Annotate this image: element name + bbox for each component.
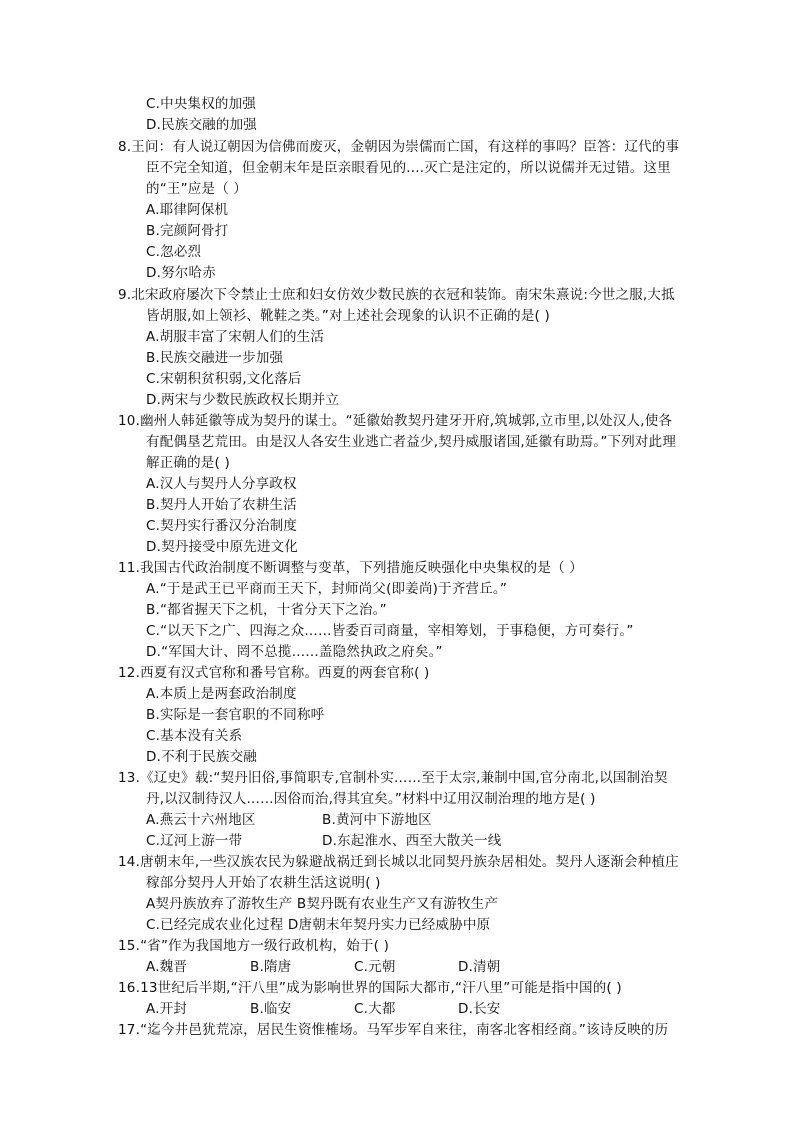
options-15 (0, 957, 794, 978)
option-9d: D.两宋与少数民族政权长期并立 (146, 392, 340, 408)
option-16c: C.大都 (354, 1001, 396, 1017)
question-14-line-1: 14.唐朝末年,一些汉族农民为躲避战祸迁到长城以北同契丹族杂居相处。契丹人逐渐会种植庄 (118, 854, 679, 870)
question-13-line-2: 丹,以汉制待汉人……因俗而治,得其宜矣。”材料中辽用汉制治理的地方是( ) (146, 791, 596, 807)
question-8-line-3: 的“王”应是（ ） (146, 181, 248, 197)
option-12b: B.实际是一套官职的不同称呼 (146, 707, 325, 723)
question-10-line-2: 有配偶垦艺荒田。由是汉人各安生业逃亡者益少,契丹威服诸国,延徽有助焉。”下列对此理 (146, 434, 677, 450)
options-14-cd: C.已经完成农业化过程 D唐朝末年契丹实力已经威胁中原 (146, 917, 491, 933)
question-8-line-1: 8.王问：有人说辽朝因为信佛而废灭，金朝因为崇儒而亡国，有这样的事吗？臣答：辽代的事 (118, 139, 680, 155)
option-10c: C.契丹实行番汉分治制度 (146, 518, 298, 534)
option-12c: C.基本没有关系 (146, 728, 243, 744)
question-11-line-1: 11.我国古代政治制度不断调整与变革，下列措施反映强化中央集权的是（ ） (118, 560, 583, 576)
option-15c: C.元朝 (354, 959, 396, 975)
option-15b: B.隋唐 (250, 959, 292, 975)
question-10-line-3: 解正确的是( ) (146, 455, 230, 471)
options-13-ab (0, 810, 794, 831)
option-15a: A.魏晋 (146, 959, 188, 975)
option-13d: D.东起淮水、西至大散关一线 (322, 833, 502, 849)
question-17-line-1: 17.“迄今井邑犹荒凉，居民生资惟榷场。马军步军自来往，南客北客相经商。”该诗反映的历 (118, 1022, 669, 1038)
question-16-line-1: 16.13世纪后半期,“汗八里”成为影响世界的国际大都市,“汗八里”可能是指中国的( ) (118, 980, 622, 996)
option-9a: A.胡服丰富了宋朝人们的生活 (146, 329, 325, 345)
option-11b: B.“都省握天下之机，十省分天下之治。” (146, 602, 387, 618)
question-9-line-2: 皆胡服,如上领衫、靴鞋之类。”对上述社会现象的认识不正确的是( ) (146, 308, 550, 324)
question-13-line-1: 13.《辽史》载:“契丹旧俗,事简职专,官制朴实……至于太宗,兼制中国,官分南北,以国制治契 (118, 770, 668, 786)
option-8a: A.耶律阿保机 (146, 202, 229, 218)
option-9b: B.民族交融进一步加强 (146, 350, 284, 366)
question-15-line-1: 15.“省”作为我国地方一级行政机构，始于( ) (118, 938, 390, 954)
option-8d: D.努尔哈赤 (146, 265, 216, 281)
option-10b: B.契丹人开始了农耕生活 (146, 497, 297, 513)
question-8-line-2: 臣不完全知道，但金朝末年是臣亲眼看见的....灭亡是注定的，所以说儒并无过错。这里 (146, 160, 671, 176)
option-9c: C.宋朝积贫积弱,文化落后 (146, 371, 302, 387)
option-12d: D.不利于民族交融 (146, 749, 257, 765)
option-13c: C.辽河上游一带 (146, 833, 243, 849)
option-8b: B.完颜阿骨打 (146, 223, 229, 239)
option-11a: A.“于是武王已平商而王天下，封师尚父(即姜尚)于齐营丘。” (146, 581, 508, 597)
option-15d: D.清朝 (458, 959, 501, 975)
option-13a: A.燕云十六州地区 (146, 812, 256, 828)
option-8c: C.忽必烈 (146, 244, 202, 260)
option-12a: A.本质上是两套政治制度 (146, 686, 297, 702)
option-13b: B.黄河中下游地区 (322, 812, 432, 828)
option-7c: C.中央集权的加强 (146, 96, 257, 112)
question-9-line-1: 9.北宋政府屡次下令禁止士庶和妇女仿效少数民族的衣冠和装饰。南宋朱熹说:今世之服,大抵 (118, 287, 675, 303)
option-10d: D.契丹接受中原先进文化 (146, 539, 299, 555)
option-16a: A.开封 (146, 1001, 188, 1017)
question-10-line-1: 10.幽州人韩延徽等成为契丹的谋士。“延徽始教契丹建牙开府,筑城郭,立市里,以处汉人,使各 (118, 413, 673, 429)
option-10a: A.汉人与契丹人分享政权 (146, 476, 297, 492)
option-16d: D.长安 (458, 1001, 501, 1017)
option-11d: D.“军国大计、罔不总揽……盖隐然执政之府矣。” (146, 644, 443, 660)
options-14-ab: A契丹族放弃了游牧生产 B契丹既有农业生产又有游牧生产 (146, 896, 499, 912)
question-12-line-1: 12.西夏有汉式官称和番号官称。西夏的两套官称( ) (118, 665, 430, 681)
option-7d: D.民族交融的加强 (146, 117, 257, 133)
question-14-line-2: 稼部分契丹人开始了农耕生活这说明( ) (146, 875, 381, 891)
options-16 (0, 999, 794, 1020)
options-13-cd (0, 831, 794, 852)
option-11c: C.“以天下之广、四海之众……皆委百司商量，宰相筹划，于事稳便，方可奏行。” (146, 623, 634, 639)
option-16b: B.临安 (250, 1001, 292, 1017)
